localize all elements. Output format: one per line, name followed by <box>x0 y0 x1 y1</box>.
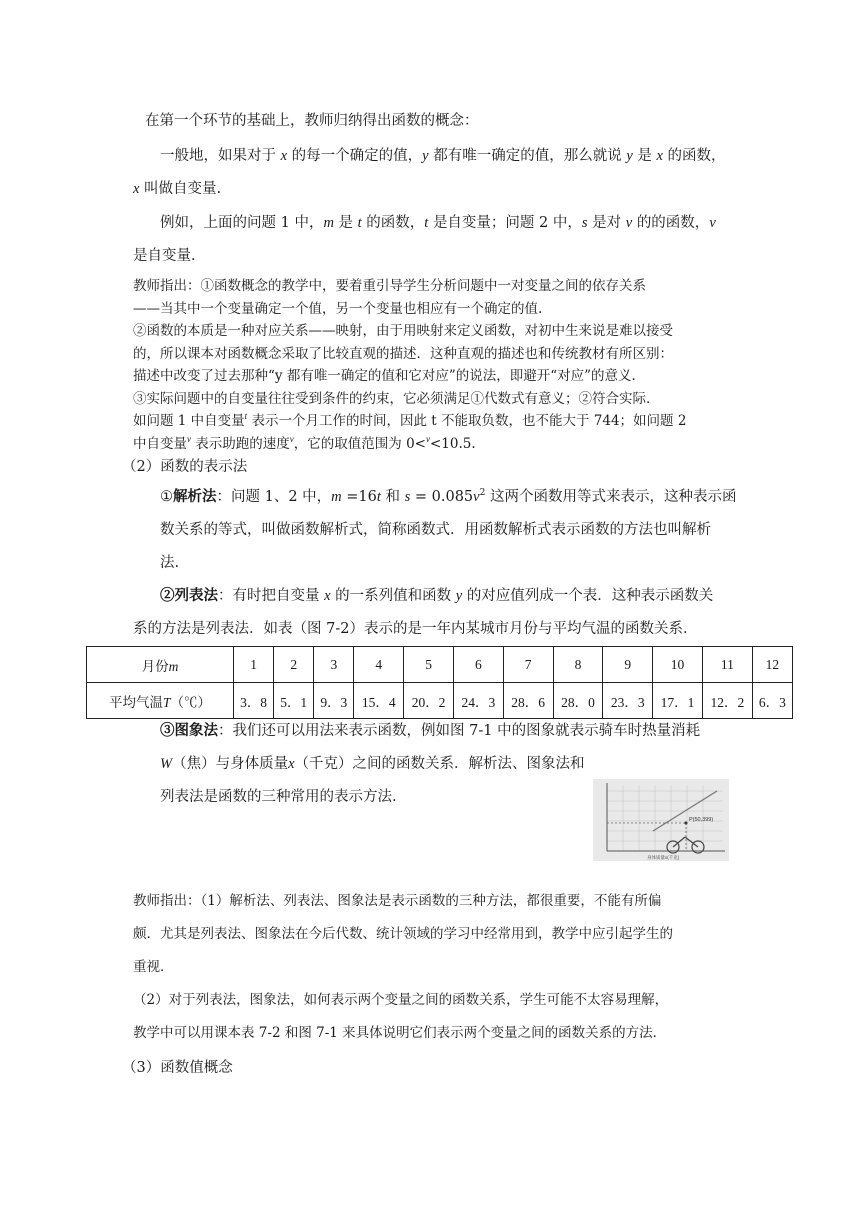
table-method-line-2: 系的方法是列表法．如表（图 7-2）表示的是一年内某城市月份与平均气温的函数关系． <box>133 621 698 637</box>
temp-cell: 28．6 <box>503 683 553 719</box>
table-row-temperature <box>87 683 793 719</box>
temp-cell: 5．1 <box>274 683 314 719</box>
x-axis-label: 身体质量x(千克) <box>647 855 680 860</box>
analytic-method-line-1: ①解析法：问题 1、2 中，m =16t 和 $s = 0.085v^2$ 这两个函数用等式来表示，这种表示函 <box>160 488 737 505</box>
analytic-method-line-2: 数关系的等式，叫做函数解析式，简称函数式．用函数解析式表示函数的方法也叫解析 <box>160 522 711 538</box>
section-2-heading: （2）函数的表示法 <box>122 459 248 475</box>
definition-line-1: 一般地，如果对于 x 的每一个确定的值，y 都有唯一确定的值，那么就说 y 是 x 的函数， <box>160 148 726 164</box>
month-cell: 3 <box>314 647 354 683</box>
note1-line-1: 教师指出：①函数概念的教学中，要着重引导学生分析问题中一对变量之间的依存关系 <box>133 278 646 294</box>
note1-line-4: 的，所以课本对函数概念采取了比较直观的描述．这种直观的描述也和传统教材有所区别： <box>133 346 673 362</box>
graph-method-line-2: W（焦）与身体质量x（千克）之间的函数关系．解析法、图象法和 <box>160 756 585 772</box>
month-cell: 10 <box>653 647 703 683</box>
note2-line-2: 颇．尤其是列表法、图象法在今后代数、统计领域的学习中经常用到，教学中应引起学生的 <box>133 926 673 942</box>
temp-cell: 6．3 <box>752 683 792 719</box>
month-cell: 7 <box>503 647 553 683</box>
table-header-month: 月份m <box>87 647 234 683</box>
note1-line-7: 如问题 1 中自变量$^t$ 表示一个月工作的时间，因此 t 不能取负数，也不能大于 744；如问题 2 <box>133 411 687 429</box>
temp-cell: 12．2 <box>702 683 752 719</box>
table-row-month <box>87 647 793 683</box>
temp-cell: 3．8 <box>234 683 274 719</box>
graph-method-line-1: ③图象法：我们还可以用法来表示函数，例如图 7-1 中的图象就表示骑车时热量消耗 <box>160 722 701 739</box>
temp-cell: 9．3 <box>314 683 354 719</box>
example-line-1: 例如，上面的问题 1 中，m 是 t 的函数，t 是自变量；问题 2 中，s 是对 v 的的函数，v <box>160 215 716 231</box>
note1-line-5: 描述中改变了过去那种“y 都有唯一确定的值和它对应”的说法，即避开“对应”的意义． <box>133 368 646 384</box>
definition-line-2: x 叫做自变量. <box>133 181 222 197</box>
month-cell: 5 <box>404 647 454 683</box>
table-header-temperature: 平均气温T（℃） <box>87 683 234 719</box>
point-p <box>685 822 688 825</box>
graph-method-line-3: 列表法是函数的三种常用的表示方法. <box>160 789 397 805</box>
note2-line-1: 教师指出：（1）解析法、列表法、图象法是表示函数的三种方法，都很重要，不能有所偏 <box>133 893 662 909</box>
month-cell: 9 <box>603 647 653 683</box>
note1-line-3: ②函数的本质是一种对应关系——映射，由于用映射来定义函数，对初中生来说是难以接受 <box>133 323 673 339</box>
note2-line-3: 重视． <box>133 959 174 975</box>
temp-cell: 24．3 <box>453 683 503 719</box>
month-cell: 6 <box>453 647 503 683</box>
note2-line-5: 教学中可以用课本表 7-2 和图 7-1 来具体说明它们表示两个变量之间的函数关系的方法． <box>133 1025 667 1041</box>
month-cell: 4 <box>354 647 404 683</box>
example-line-2: 是自变量. <box>133 248 196 264</box>
month-cell: 8 <box>553 647 603 683</box>
section-3-heading: （3）函数值概念 <box>122 1060 233 1076</box>
note1-line-8: 中自变量$^v$ 表示助跑的速度$^v$，它的取值范围为 0<$^v$<10.5. <box>133 434 476 452</box>
temperature-table <box>86 646 793 719</box>
month-cell: 12 <box>752 647 792 683</box>
intro-paragraph: 在第一个环节的基础上，教师归纳得出函数的概念： <box>145 113 479 129</box>
note1-line-2: ——当其中一个变量确定一个值，另一个变量也相应有一个确定的值. <box>133 301 543 317</box>
table-method-line-1: ②列表法：有时把自变量 x 的一系列值和函数 y 的对应值列成一个表．这种表示函数关 <box>160 587 714 604</box>
temp-cell: 15．4 <box>354 683 404 719</box>
month-cell: 1 <box>234 647 274 683</box>
figure-7-1-graph <box>593 779 729 861</box>
note2-line-4: （2）对于列表法，图象法，如何表示两个变量之间的函数关系，学生可能不太容易理解， <box>133 992 669 1008</box>
month-cell: 11 <box>702 647 752 683</box>
temp-cell: 17．1 <box>653 683 703 719</box>
month-cell: 2 <box>274 647 314 683</box>
temp-cell: 23．3 <box>603 683 653 719</box>
point-label: P(50,399) <box>689 817 714 823</box>
temp-cell: 20．2 <box>404 683 454 719</box>
analytic-method-line-3: 法. <box>160 555 180 571</box>
temp-cell: 28．0 <box>553 683 603 719</box>
note1-line-6: ③实际问题中的自变量往往受到条件的约束，它必须满足①代数式有意义；②符合实际． <box>133 391 660 407</box>
